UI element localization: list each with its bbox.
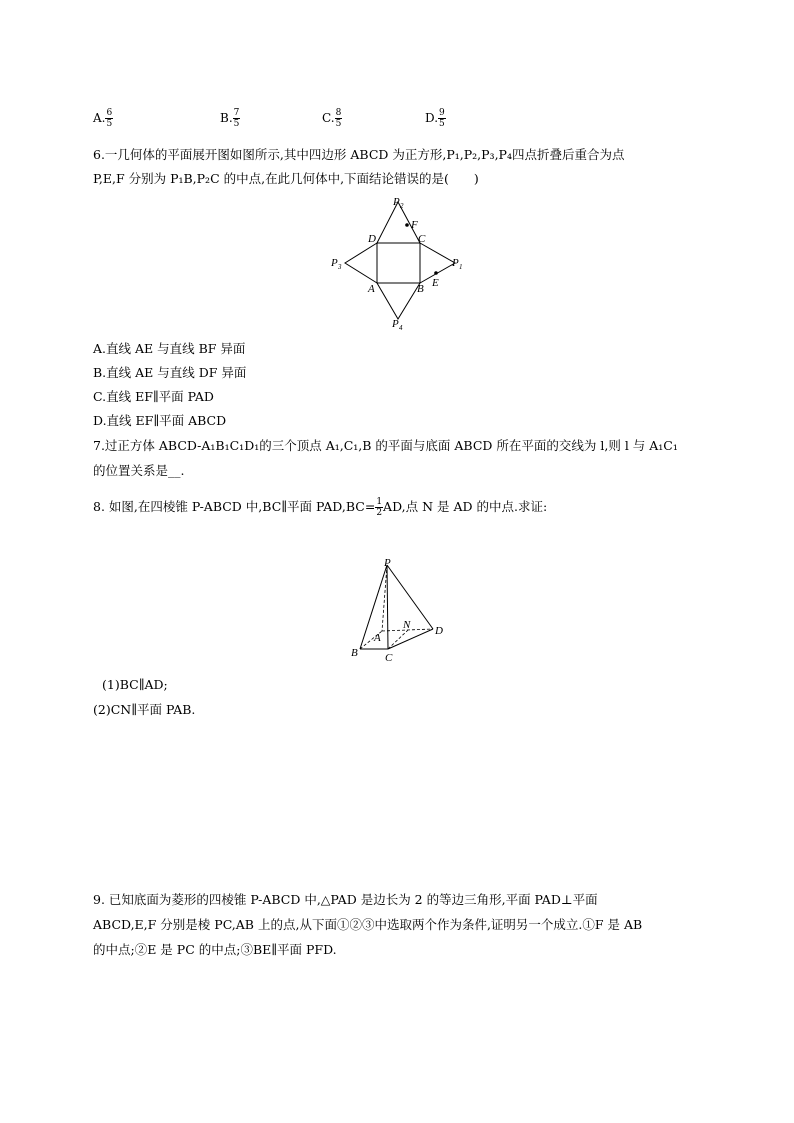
- label-a: A: [368, 283, 375, 295]
- label-e: E: [432, 277, 439, 289]
- q8-fraction: $\frac{1}{2}$: [376, 497, 383, 518]
- triangle-p4: [377, 283, 420, 319]
- q6-option-b: B.直线 AE 与直线 DF 异面: [93, 365, 247, 380]
- q6-stem-line2: P,E,F 分别为 P₁B,P₂C 的中点,在此几何体中,下面结论错误的是( ): [93, 171, 479, 186]
- q5-option-c: C. $\frac{8}{5}$: [322, 108, 342, 129]
- q8-stem: 8. 如图,在四棱锥 P-ABCD 中,BC∥平面 PAD,BC= $\frac{1}{2}$ AD,点 N 是 AD 的中点.求证:: [93, 497, 548, 518]
- q5-option-b: B. $\frac{7}{5}$: [220, 108, 240, 129]
- q8-part1: (1)BC∥AD;: [102, 677, 168, 692]
- label-p2-sub: 2: [400, 202, 404, 210]
- q6-option-d: D.直线 EF∥平面 ABCD: [93, 413, 227, 428]
- label-d: D: [368, 233, 376, 245]
- label-c: C: [385, 652, 393, 664]
- q7-stem-line2: 的位置关系是__.: [93, 463, 185, 478]
- label-f: F: [411, 219, 418, 231]
- label-p1-sub: 1: [459, 263, 463, 271]
- q6-net-figure: [325, 195, 475, 335]
- label-b: B: [417, 283, 424, 295]
- q6-option-a: A.直线 AE 与直线 BF 异面: [93, 341, 246, 356]
- label-p2: P: [393, 196, 400, 208]
- triangle-p3: [345, 243, 377, 283]
- q5-option-a: A. $\frac{6}{5}$: [93, 108, 113, 129]
- q8-pyramid-figure: [345, 557, 455, 667]
- q6-stem-line1: 6.一几何体的平面展开图如图所示,其中四边形 ABCD 为正方形,P₁,P₂,P₃,P₄四点折叠后重合为点: [93, 147, 625, 162]
- q9-stem-line3: 的中点;②E 是 PC 的中点;③BE∥平面 PFD.: [93, 942, 337, 957]
- point-e: [434, 271, 438, 275]
- label-a: A: [374, 632, 381, 644]
- label-p3-sub: 3: [338, 263, 342, 271]
- label-p4-sub: 4: [399, 324, 403, 332]
- q7-stem-line1: 7.过正方体 ABCD-A₁B₁C₁D₁的三个顶点 A₁,C₁,B 的平面与底面 ABCD 所在平面的交线为 l,则 l 与 A₁C₁: [93, 438, 678, 453]
- label-p: P: [384, 557, 391, 569]
- square-abcd: [377, 243, 420, 283]
- q9-stem-line1: 9. 已知底面为菱形的四棱锥 P-ABCD 中,△PAD 是边长为 2 的等边三角形,平面 PAD⊥平面: [93, 892, 598, 907]
- label-n: N: [403, 619, 411, 631]
- q5-option-d: D. $\frac{9}{5}$: [425, 108, 445, 129]
- q9-stem-line2: ABCD,E,F 分别是棱 PC,AB 上的点,从下面①②③中选取两个作为条件,证明另一个成立.①F 是 AB: [93, 917, 643, 932]
- point-f: [405, 223, 409, 227]
- label-c: C: [418, 233, 426, 245]
- q6-option-c: C.直线 EF∥平面 PAD: [93, 389, 214, 404]
- q8-part2: (2)CN∥平面 PAB.: [93, 702, 196, 717]
- label-p4: P: [392, 318, 399, 330]
- label-p1: P: [452, 257, 459, 269]
- label-b: B: [351, 647, 358, 659]
- label-p3: P: [331, 257, 338, 269]
- label-d: D: [435, 625, 443, 637]
